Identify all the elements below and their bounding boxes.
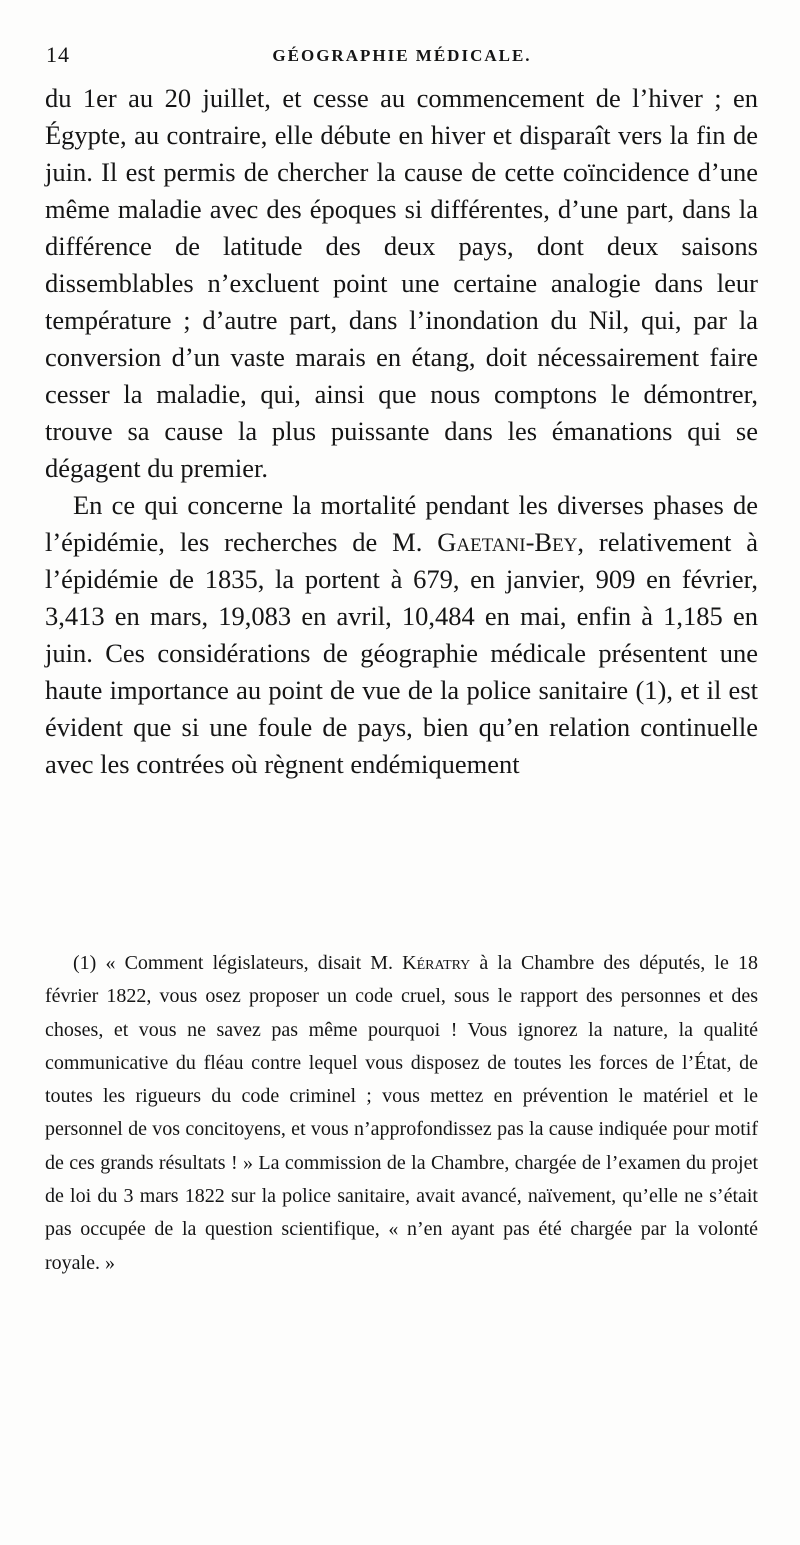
footnote-1 <box>45 947 758 1280</box>
paragraph-2-text-end: , relativement à l’épidémie de 1835, la portent à 679, en janvier, 909 en février, 3,413 en mars, 19,083 en avril, 10,484 en mai, enfin à 1,185 en juin. Ces considérations de géographie médicale présentent une haute importance au point de vue de la police sanitaire (1), et il est évident que si une foule de pays, bien qu’en relation continuelle avec les contrées où règnent endémiquement <box>45 527 758 779</box>
author-name-gaetani-bey: Gaetani-Bey <box>437 527 578 557</box>
author-name-keratry: Kératry <box>402 952 471 974</box>
page-number: 14 <box>46 42 70 67</box>
footnote-text-start: (1) « Comment législateurs, disait M. <box>73 952 403 974</box>
paragraph-1: du 1er au 20 juillet, et cesse au commencement de l’hiver ; en Égypte, au contraire, elle débute en hiver et disparaît vers la fin de juin. Il est permis de chercher la cause de cette coïncidence d’une même maladie avec des époques si différentes, d’une part, dans la différence de latitude des deux pays, dont deux saisons dissemblables n’excluent point une certaine analogie dans leur température ; d’autre part, dans l’inondation du Nil, qui, par la conversion d’un vaste marais en étang, doit nécessairement faire cesser la maladie, qui, ainsi que nous comptons le démontrer, trouve sa cause la plus puissante dans les émanations qui se dégagent du premier. <box>45 83 758 483</box>
running-head <box>46 40 758 70</box>
running-title: GÉOGRAPHIE MÉDICALE. <box>272 46 532 65</box>
footnote <box>45 947 758 1280</box>
footnote-text-end: à la Chambre des députés, le 18 février 1822, vous osez proposer un code cruel, sous le rapport des personnes et des choses, et vous ne savez pas même pourquoi ! Vous ignorez la nature, la qualité communicative du fléau contre lequel vous disposez de toutes les forces de l’État, de toutes les rigueurs du code criminel ; vous mettez en prévention le matériel et le personnel de vos concitoyens, et vous n’approfondissez pas la cause indiquée pour motif de ces grands résultats ! » La commission de la Chambre, chargée de l’examen du projet de loi du 3 mars 1822 sur la police sanitaire, avait avancé, naïvement, qu’elle ne s’était pas occupée de la question scientifique, « n’en ayant pas été chargée par la volonté royale. » <box>45 952 758 1274</box>
paragraph-2 <box>45 487 758 783</box>
paragraph-2-text-start: En ce qui concerne la mortalité pendant les diverses phases de l’épidémie, les recherches de M. <box>45 490 758 557</box>
main-text <box>45 80 758 783</box>
